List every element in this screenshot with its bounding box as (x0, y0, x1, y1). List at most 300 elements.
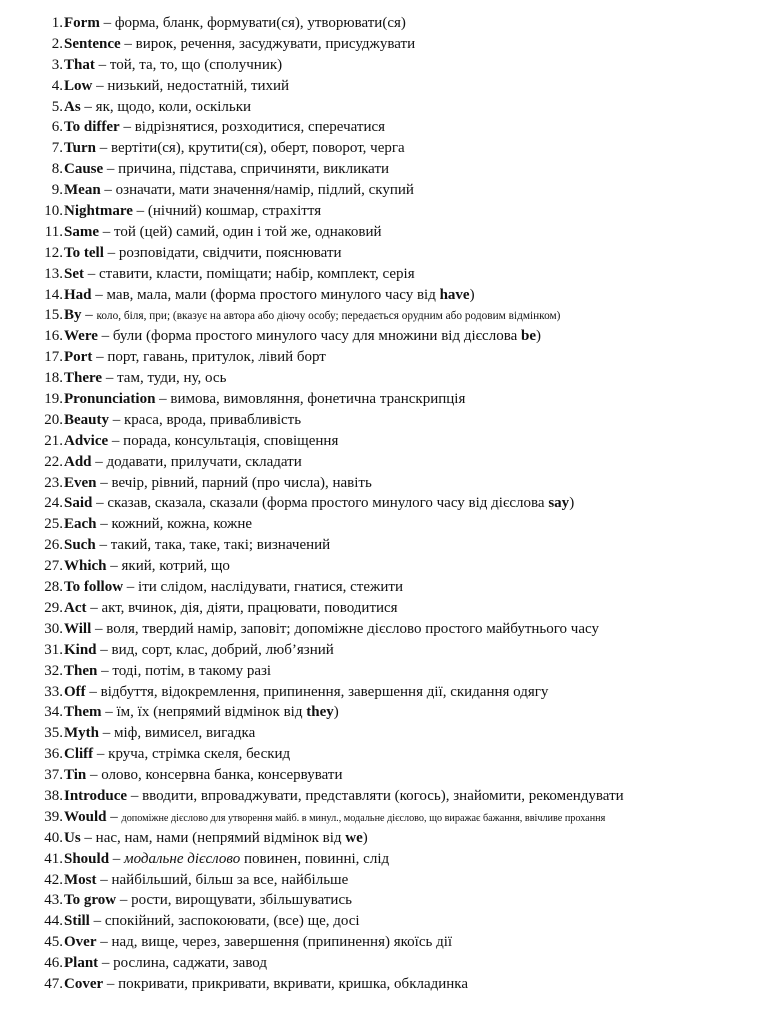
item-number: 10. (44, 203, 63, 220)
item-number: 15. (44, 307, 63, 324)
english-term: Low (64, 77, 93, 94)
item-body (64, 807, 605, 828)
item-number: 42. (44, 871, 63, 888)
item-number: 26. (44, 537, 63, 554)
item-body (64, 452, 302, 473)
item-body (64, 368, 226, 389)
translation-text: низький, недостатній, тихий (107, 77, 290, 94)
english-term: Cover (64, 975, 104, 992)
dash-separator: – (95, 140, 111, 157)
item-body (64, 598, 398, 619)
item-body (64, 682, 548, 703)
translation-text: форма, бланк, формувати(ся), утворювати(ся) (114, 15, 406, 31)
list-item (0, 473, 768, 494)
english-term: Turn (64, 140, 96, 157)
translation (111, 934, 452, 950)
translation-text: ) (469, 286, 475, 303)
item-number: 38. (44, 787, 63, 804)
item-body (64, 264, 415, 285)
translation-text: відбуття, відокремлення, припинення, завершення дії, скидання одягу (100, 683, 549, 700)
item-body (64, 556, 230, 577)
item-body (64, 640, 334, 661)
item-body (64, 159, 389, 180)
item-body (64, 389, 465, 410)
translation-text: ) (536, 328, 541, 345)
dash-separator: – (109, 850, 125, 867)
dash-separator: – (89, 913, 105, 930)
translation (117, 704, 339, 720)
translation (107, 78, 289, 94)
item-number: 14. (44, 286, 63, 303)
dash-separator: – (120, 35, 136, 52)
item-body (64, 828, 368, 849)
dash-separator: – (98, 955, 114, 972)
translation (102, 600, 398, 616)
translation (112, 642, 334, 658)
list-item (0, 117, 768, 138)
translation-text: ) (362, 829, 368, 846)
dash-separator: – (96, 474, 112, 491)
translation (112, 663, 271, 679)
item-body (64, 13, 406, 34)
dash-separator: – (93, 746, 109, 763)
list-item (0, 556, 768, 577)
english-term: That (64, 56, 95, 73)
english-term: Cause (64, 161, 104, 178)
item-body (64, 932, 452, 953)
item-body (64, 431, 338, 452)
item-body (64, 347, 326, 368)
translation (107, 454, 302, 470)
translation (119, 245, 342, 261)
item-body (64, 702, 339, 723)
translation-text: кожний, кожна, кожне (111, 516, 253, 533)
dash-separator: – (103, 161, 119, 178)
item-body (64, 911, 360, 932)
english-term: Set (64, 265, 84, 282)
list-item (0, 765, 768, 786)
item-body (64, 535, 330, 556)
translation-text: найбільший, більш за все, найбільше (111, 871, 349, 888)
item-number: 44. (44, 913, 63, 930)
item-number: 34. (44, 704, 63, 721)
translation-keyword: say (548, 495, 570, 512)
dash-separator: – (123, 579, 139, 596)
translation (101, 684, 549, 700)
list-item (0, 870, 768, 891)
translation (124, 851, 389, 867)
item-number: 23. (44, 474, 63, 491)
list-item (0, 34, 768, 55)
english-term: Which (64, 558, 107, 575)
dash-separator: – (106, 558, 122, 575)
translation (111, 140, 405, 156)
item-body (64, 285, 475, 306)
dash-separator: – (86, 599, 102, 616)
translation-text: ) (569, 495, 575, 512)
dash-separator: – (92, 77, 108, 94)
item-number: 45. (44, 934, 63, 951)
dash-separator: – (101, 704, 117, 721)
item-number: 6. (51, 119, 63, 136)
translation-text: означати, мати значення/намір, підлий, скупий (115, 182, 414, 199)
translation (138, 579, 403, 595)
translation (114, 725, 255, 741)
list-item (0, 661, 768, 682)
translation-text: модальне дієслово (124, 850, 241, 867)
item-body (64, 849, 389, 870)
english-term: Such (64, 537, 96, 554)
dash-separator: – (103, 244, 119, 261)
translation (107, 349, 326, 365)
english-term: Beauty (64, 411, 109, 428)
item-number: 47. (44, 975, 63, 992)
list-item (0, 619, 768, 640)
list-item (0, 849, 768, 870)
translation-text: вирок, речення, засуджувати, присуджувати (135, 35, 416, 52)
list-item (0, 535, 768, 556)
item-body (64, 55, 282, 76)
item-number: 32. (44, 662, 63, 679)
dash-separator: – (91, 620, 107, 637)
dash-separator: – (86, 767, 102, 784)
list-item (0, 264, 768, 285)
translation (108, 746, 290, 762)
dash-separator: – (81, 307, 97, 324)
english-term: Were (64, 328, 98, 345)
english-term: Still (64, 913, 90, 930)
translation-text: ) (333, 704, 339, 721)
list-item (0, 807, 768, 828)
translation (116, 182, 414, 198)
english-term: Each (64, 516, 97, 533)
list-item (0, 577, 768, 598)
translation-text: міф, вимисел, вигадка (114, 725, 256, 742)
item-number: 40. (44, 829, 63, 846)
english-term: Even (64, 474, 97, 491)
english-term: Will (64, 620, 92, 637)
translation-text: спокійний, заспокоювати, (все) ще, досі (104, 913, 360, 930)
translation-text: який, котрий, що (121, 558, 230, 575)
translation-text: вводити, впроваджувати, представляти (когось), знайомити, рекомендувати (142, 787, 624, 804)
list-item (0, 305, 768, 326)
list-item (0, 953, 768, 974)
translation (96, 830, 368, 846)
english-term: Act (64, 599, 87, 616)
item-number: 21. (44, 432, 63, 449)
translation-text: відрізнятися, розходитися, сперечатися (134, 119, 386, 136)
list-item (0, 598, 768, 619)
english-term: Pronunciation (64, 391, 156, 408)
english-term: To tell (64, 244, 104, 261)
item-number: 13. (44, 265, 63, 282)
translation-text: коло, біля, при; (вказує на автора або діючу особу; передається орудним або родовим відмінком) (96, 310, 561, 323)
translation-text: там, туди, ну, ось (117, 370, 227, 387)
dash-separator: – (84, 265, 99, 282)
translation (135, 119, 385, 135)
dash-separator: – (119, 119, 135, 136)
translation (113, 955, 267, 971)
list-item (0, 828, 768, 849)
item-number: 46. (44, 955, 63, 972)
translation-text: причина, підстава, спричиняти, викликати (118, 161, 390, 178)
translation (112, 872, 349, 888)
item-number: 33. (44, 683, 63, 700)
item-number: 36. (44, 746, 63, 763)
item-number: 5. (51, 98, 63, 115)
dash-separator: – (99, 15, 115, 31)
item-number: 39. (44, 808, 63, 825)
translation-text: нас, нам, нами (непрямий відмінок від (95, 829, 346, 846)
vocabulary-list (0, 13, 768, 995)
translation-text: той (цей) самий, один і той же, однаковий (114, 223, 382, 240)
item-number: 22. (44, 453, 63, 470)
english-term: Advice (64, 432, 109, 449)
translation-text: акт, вчинок, дія, діяти, працювати, поводитися (101, 599, 398, 616)
list-item (0, 222, 768, 243)
english-term: Introduce (64, 787, 128, 804)
list-item (0, 76, 768, 97)
english-term: Said (64, 495, 93, 512)
item-number: 27. (44, 558, 63, 575)
english-term: Cliff (64, 746, 94, 763)
dash-separator: – (108, 432, 124, 449)
english-term: There (64, 370, 103, 387)
item-body (64, 97, 251, 118)
item-number: 43. (44, 892, 63, 909)
translation (105, 913, 360, 929)
dash-separator: – (102, 370, 118, 387)
list-item (0, 932, 768, 953)
translation (124, 412, 301, 428)
english-term: Them (64, 704, 102, 721)
item-body (64, 326, 541, 347)
item-body (64, 180, 414, 201)
list-item (0, 493, 768, 514)
dash-separator: – (100, 182, 116, 199)
english-term: Off (64, 683, 86, 700)
list-item (0, 786, 768, 807)
translation-text: вечір, рівний, парний (про числа), навіть (111, 474, 372, 491)
list-item (0, 911, 768, 932)
english-term: Then (64, 662, 98, 679)
list-item (0, 702, 768, 723)
translation-text: вертіти(ся), крутити(ся), оберт, поворот, черга (110, 140, 405, 157)
item-body (64, 619, 599, 640)
english-term: Us (64, 829, 81, 846)
list-item (0, 347, 768, 368)
translation-text: мав, мала, мали (форма простого минулого часу від (106, 286, 440, 303)
dash-separator: – (92, 349, 108, 366)
translation (113, 328, 541, 344)
translation-text: порт, гавань, притулок, лівий борт (107, 349, 326, 366)
translation-text: (нічний) кошмар, страхіття (147, 203, 322, 220)
english-term: To follow (64, 579, 124, 596)
english-term: Kind (64, 641, 97, 658)
item-body (64, 786, 624, 807)
dash-separator: – (85, 683, 101, 700)
item-number: 16. (44, 328, 63, 345)
item-number: 17. (44, 349, 63, 366)
list-item (0, 682, 768, 703)
item-number: 8. (51, 161, 63, 178)
item-number: 12. (44, 244, 63, 261)
item-number: 19. (44, 391, 63, 408)
translation-text: сказав, сказала, сказали (форма простого минулого часу від дієслова (107, 495, 549, 512)
dash-separator: – (96, 934, 112, 951)
english-term: Should (64, 850, 110, 867)
translation (118, 161, 389, 177)
dash-separator: – (97, 662, 113, 679)
translation-text: круча, стрімка скеля, бескид (108, 746, 291, 763)
translation-text: іти слідом, наслідувати, гнатися, стежити (138, 579, 403, 596)
english-term: To differ (64, 119, 120, 136)
translation (107, 287, 475, 303)
translation (114, 224, 382, 240)
item-body (64, 974, 468, 995)
translation-text: їм, їх (непрямий відмінок від (116, 704, 307, 721)
english-term: Form (64, 15, 100, 31)
dash-separator: – (80, 829, 96, 846)
list-item (0, 974, 768, 995)
translation (101, 767, 342, 783)
translation-text: додавати, прилучати, складати (106, 453, 302, 470)
item-number: 7. (51, 140, 63, 157)
dash-separator: – (97, 328, 113, 345)
english-term: Most (64, 871, 97, 888)
english-term: Plant (64, 955, 99, 972)
item-number: 28. (44, 579, 63, 596)
item-number: 4. (51, 77, 63, 94)
translation (107, 495, 574, 511)
list-item (0, 640, 768, 661)
translation (170, 391, 465, 407)
dash-separator: – (106, 808, 122, 825)
translation-text: вимова, вимовляння, фонетична транскрипція (170, 391, 466, 408)
dash-separator: – (94, 56, 110, 73)
item-body (64, 410, 301, 431)
item-number: 3. (51, 56, 63, 73)
item-body (64, 765, 342, 786)
dash-separator: – (155, 391, 171, 408)
list-item (0, 389, 768, 410)
item-number: 29. (44, 599, 63, 616)
list-item (0, 410, 768, 431)
translation-text: розповідати, свідчити, пояснювати (118, 244, 342, 261)
dash-separator: – (99, 223, 114, 240)
translation (142, 788, 624, 804)
list-item (0, 431, 768, 452)
list-item (0, 180, 768, 201)
item-body (64, 34, 415, 55)
item-body (64, 473, 372, 494)
english-term: Myth (64, 725, 99, 742)
item-body (64, 243, 342, 264)
translation (136, 36, 415, 52)
dash-separator: – (116, 892, 132, 909)
english-term: Add (64, 453, 92, 470)
item-body (64, 117, 385, 138)
translation-text: рости, вирощувати, збільшуватись (131, 892, 352, 909)
translation (112, 475, 372, 491)
item-body (64, 661, 271, 682)
translation-keyword: they (306, 704, 334, 721)
dash-separator: – (127, 787, 143, 804)
translation-text: олово, консервна банка, консервувати (101, 767, 343, 784)
item-body (64, 744, 290, 765)
translation-text: повинен, повинні, слід (240, 850, 390, 867)
translation (115, 15, 406, 31)
list-item (0, 201, 768, 222)
translation (112, 516, 253, 532)
dash-separator: – (80, 98, 96, 115)
english-term: To grow (64, 892, 117, 909)
item-body (64, 305, 560, 326)
translation (106, 621, 599, 637)
english-term: Would (64, 808, 107, 825)
translation-text: такий, така, таке, такі; визначений (110, 537, 331, 554)
translation-text: тоді, потім, в такому разі (112, 662, 272, 679)
item-number: 25. (44, 516, 63, 533)
item-body (64, 577, 403, 598)
translation-text: як, щодо, коли, оскільки (95, 98, 252, 115)
list-item (0, 55, 768, 76)
english-term: Over (64, 934, 97, 951)
list-item (0, 13, 768, 34)
english-term: Mean (64, 182, 101, 199)
dash-separator: – (92, 495, 108, 512)
item-body (64, 138, 405, 159)
dash-separator: – (96, 871, 112, 888)
item-number: 11. (44, 223, 63, 240)
translation (123, 433, 338, 449)
translation-text: були (форма простого минулого часу для множини від дієслова (112, 328, 521, 345)
list-item (0, 744, 768, 765)
list-item (0, 159, 768, 180)
dash-separator: – (96, 516, 112, 533)
list-item (0, 890, 768, 911)
translation-text: допоміжне дієслово для утворення майб. в минул., модальне дієслово, що виражає бажання, ввічливе прохання (121, 812, 606, 824)
english-term: Port (64, 349, 93, 366)
list-item (0, 514, 768, 535)
translation (99, 266, 415, 282)
item-number: 24. (44, 495, 63, 512)
dash-separator: – (132, 203, 148, 220)
list-item (0, 97, 768, 118)
list-item (0, 723, 768, 744)
item-body (64, 514, 252, 535)
translation-text: ставити, класти, поміщати; набір, комплект, серія (99, 265, 415, 282)
english-term: Had (64, 286, 92, 303)
translation-keyword: be (521, 328, 536, 345)
item-number: 18. (44, 370, 63, 387)
dash-separator: – (91, 453, 107, 470)
item-number: 35. (44, 725, 63, 742)
english-term: Sentence (64, 35, 121, 52)
item-number: 1. (51, 15, 63, 31)
translation (122, 813, 606, 824)
translation-text: рослина, саджати, завод (113, 955, 268, 972)
item-body (64, 76, 289, 97)
item-body (64, 953, 267, 974)
english-term: Tin (64, 767, 87, 784)
item-number: 30. (44, 620, 63, 637)
item-number: 9. (51, 182, 63, 199)
item-number: 31. (44, 641, 63, 658)
item-body (64, 723, 255, 744)
dash-separator: – (109, 411, 124, 428)
translation-keyword: we (345, 829, 363, 846)
